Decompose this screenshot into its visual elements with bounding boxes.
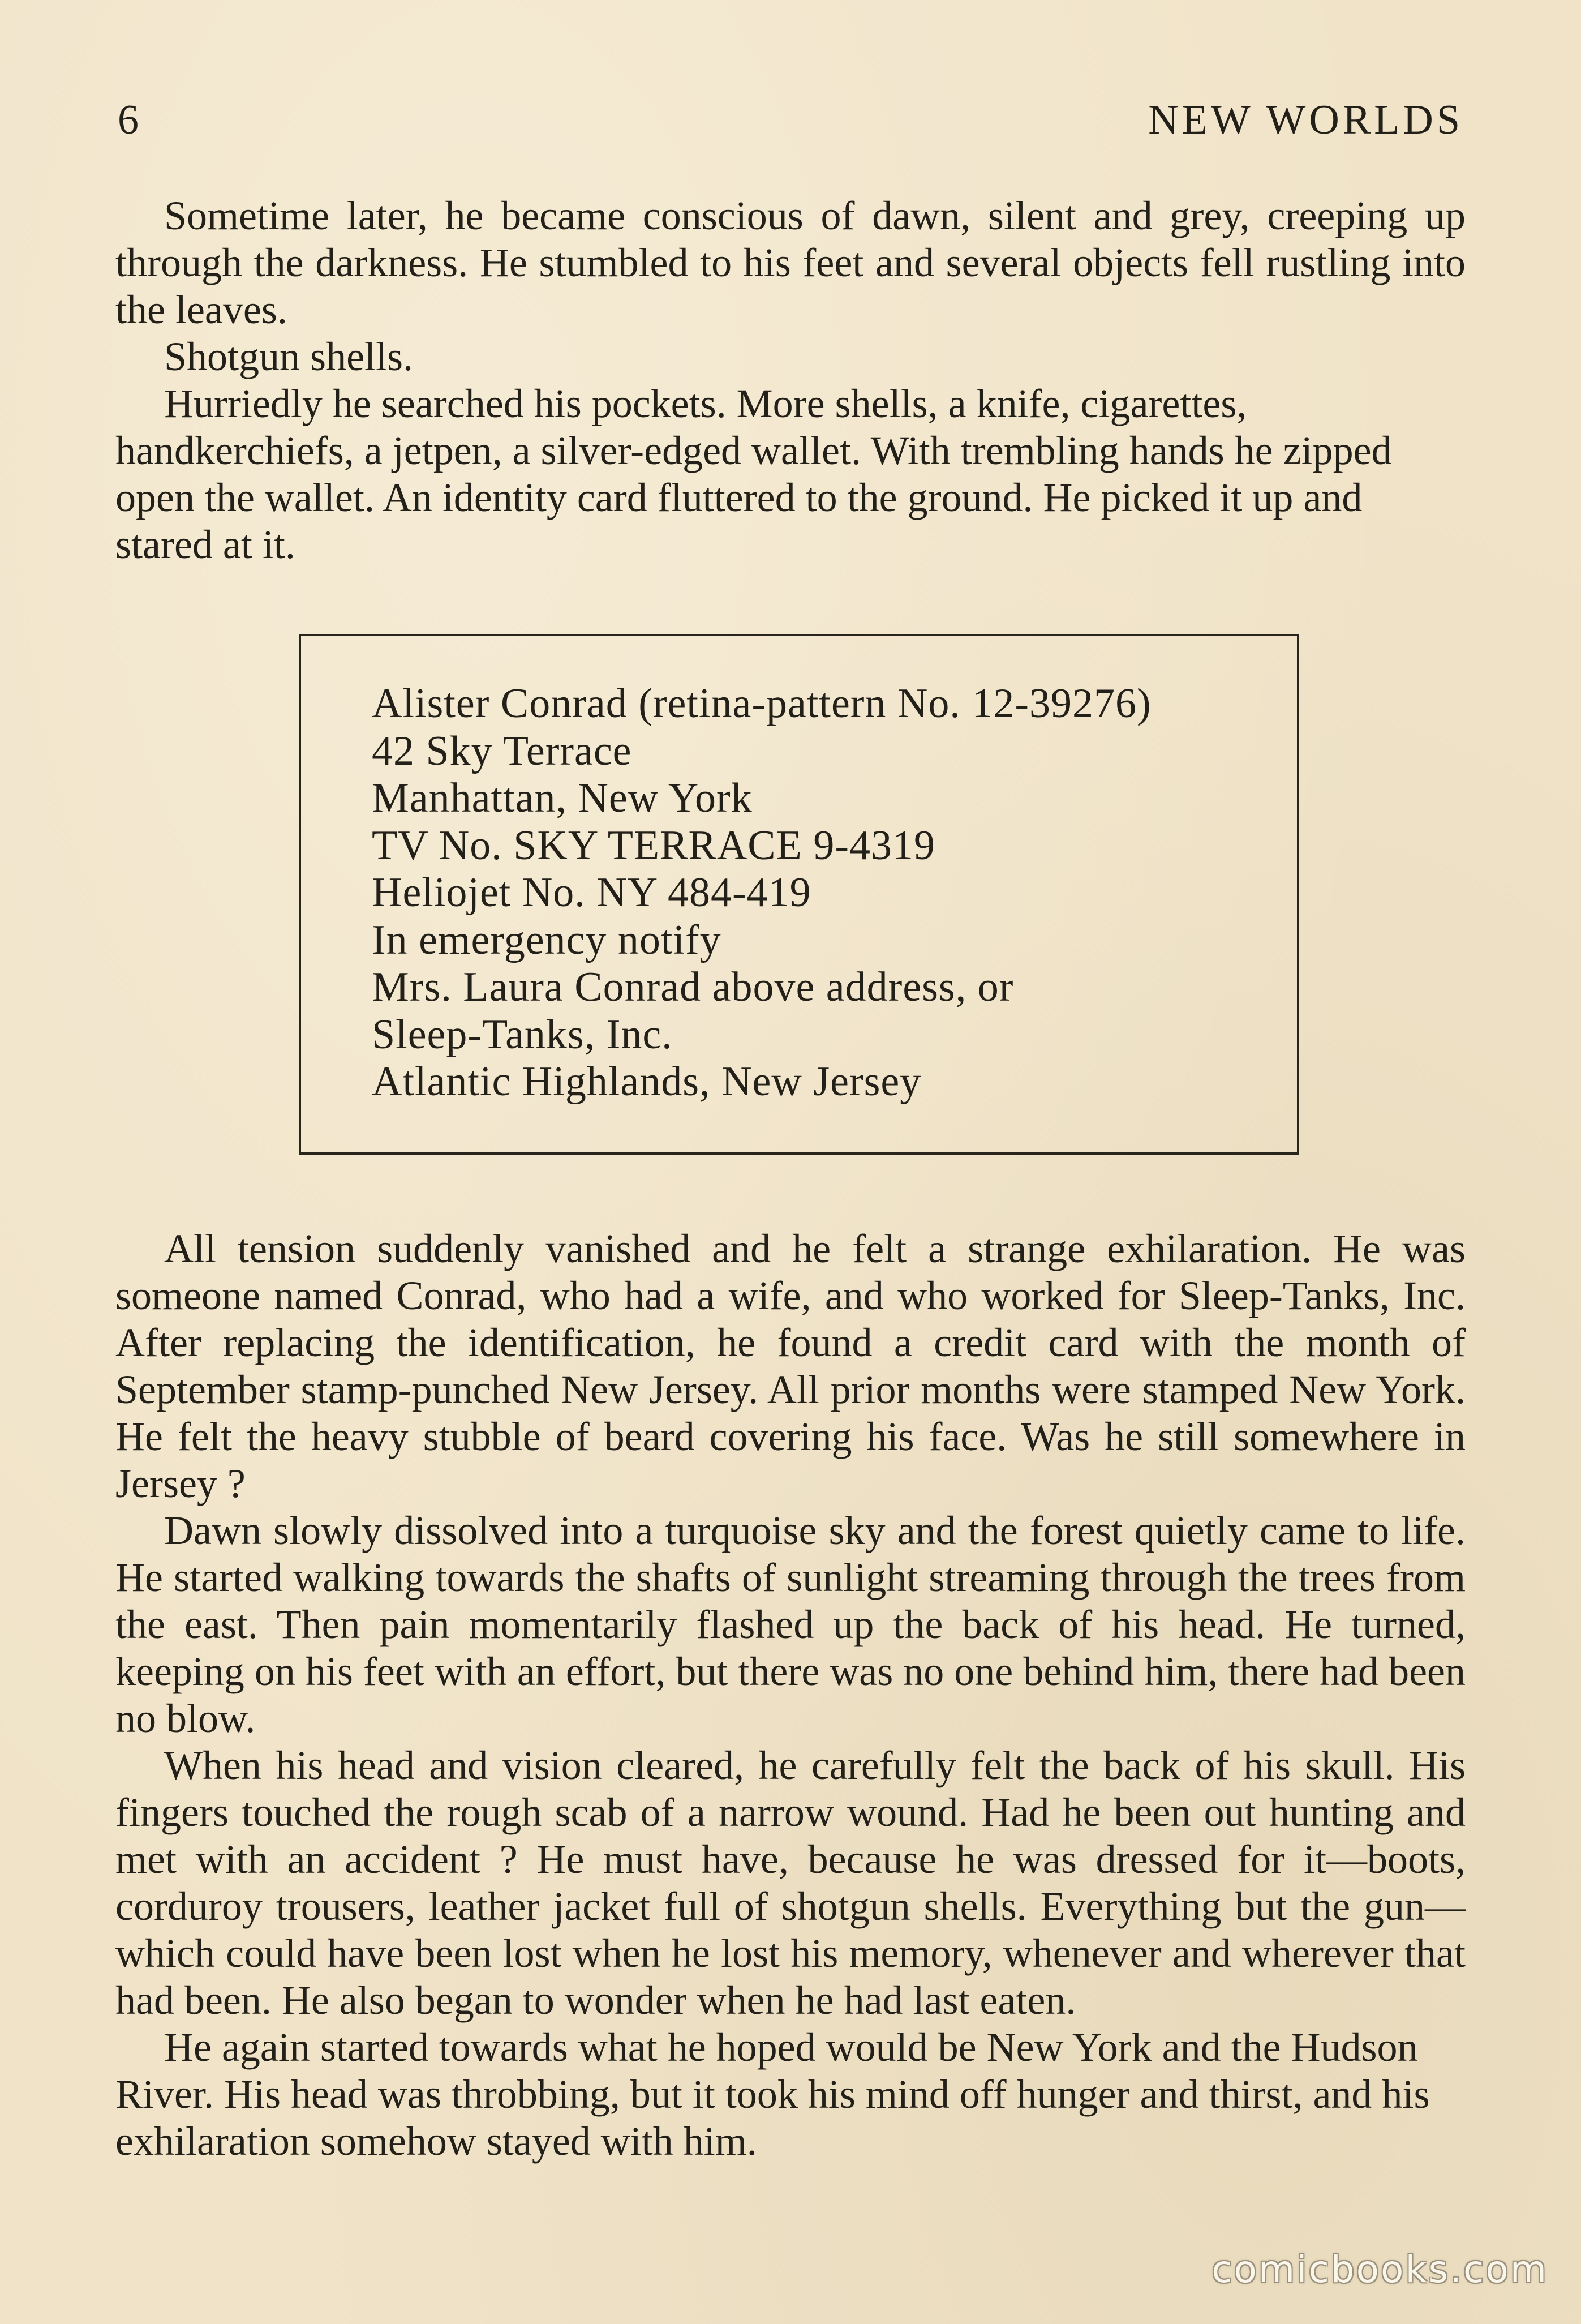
identity-card-line: Mrs. Laura Conrad above address, or: [372, 964, 1014, 1010]
paragraph: Dawn slowly dissolved into a turquoise sky and the forest quietly came to life. He started walking towards the shafts of sunlight streaming through the trees from the east. Then pain momentarily flashed up the back of his head. He turned, keeping on his feet with an effort, but there was no one behind him, there had been no blow.: [115, 1508, 1466, 1741]
body-text-before-card: [115, 192, 1466, 568]
running-head: NEW WORLDS: [1148, 97, 1463, 143]
paragraph: All tension suddenly vanished and he felt a strange exhilaration. He was someone named Conrad, who had a wife, and who worked for Sleep-Tanks, Inc. After replacing the identification, he found a credit card with the month of September stamp-punched New Jersey. All prior months were stamped New York. He felt the heavy stubble of beard covering his face. Was he still somewhere in Jersey ?: [115, 1226, 1466, 1506]
identity-card-line: Heliojet No. NY 484-419: [372, 869, 811, 916]
identity-card-line: Alister Conrad (retina-pattern No. 12-39276): [372, 680, 1152, 727]
page-number: 6: [118, 97, 140, 143]
identity-card-line: TV No. SKY TERRACE 9-4319: [372, 822, 935, 869]
page-header: [118, 96, 1463, 153]
body-text-after-card: [115, 1225, 1466, 2165]
identity-card-line: Manhattan, New York: [372, 775, 753, 821]
identity-card-box: [299, 634, 1299, 1155]
paragraph: Shotgun shells.: [164, 334, 414, 379]
paragraph: When his head and vision cleared, he carefully felt the back of his skull. His fingers touched the rough scab of a narrow wound. Had he been out hunting and met with an accident ? He must have, because he was dressed for it—boots, corduroy trousers, leather jacket full of shotgun shells. Everything but the gun—which could have been lost when he lost his memory, whenever and wherever that had been. He also began to wonder when he had last eaten.: [115, 1743, 1466, 2023]
identity-card-line: 42 Sky Terrace: [372, 727, 632, 774]
paragraph: Hurriedly he searched his pockets. More shells, a knife, cigarettes, handkerchiefs, a jetpen, a silver-edged wallet. With trembling hands he zipped open the wallet. An identity card fluttered to the ground. He picked it up and stared at it.: [115, 381, 1392, 567]
paragraph: Sometime later, he became conscious of dawn, silent and grey, creeping up through the darkness. He stumbled to his feet and several objects fell rustling into the leaves.: [115, 193, 1466, 332]
identity-card-line: Sleep-Tanks, Inc.: [372, 1011, 673, 1058]
identity-card-line: Atlantic Highlands, New Jersey: [372, 1058, 922, 1105]
watermark: comicbooks.com: [1211, 2248, 1548, 2291]
paragraph: He again started towards what he hoped would be New York and the Hudson River. His head was throbbing, but it took his mind off hunger and thirst, and his exhilaration somehow stayed with him.: [115, 2025, 1430, 2164]
identity-card-line: In emergency notify: [372, 916, 721, 963]
identity-card-text: [372, 680, 1152, 1106]
